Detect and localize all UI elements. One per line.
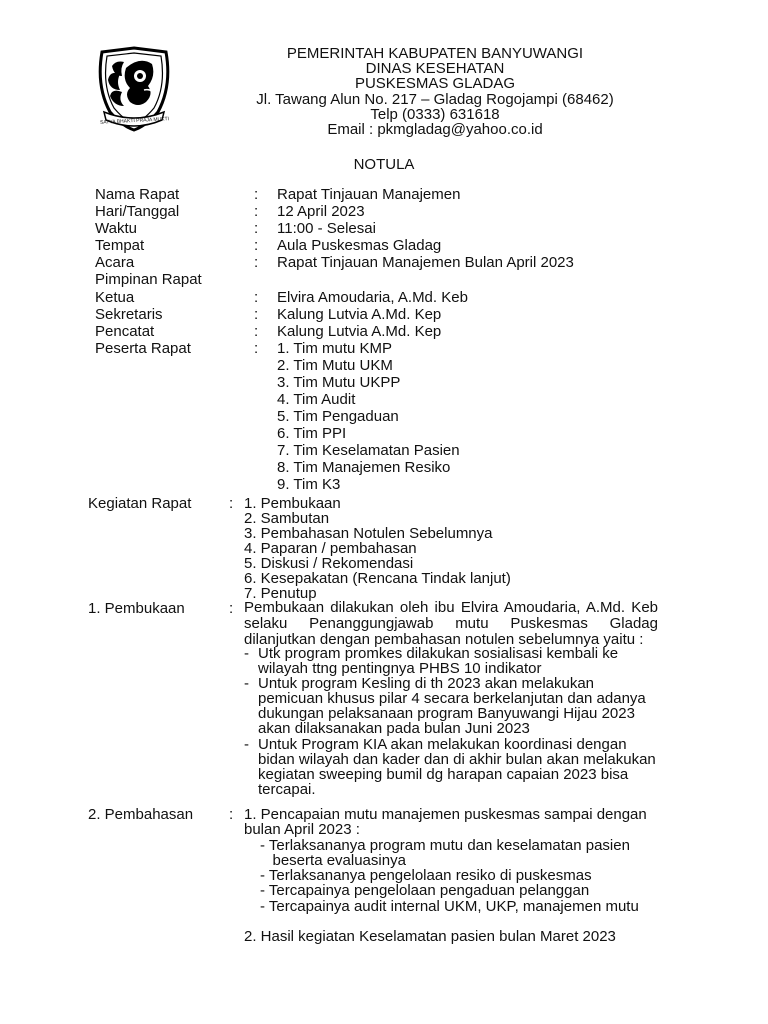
bullet-line: Untuk program Kesling di th 2023 akan melakukan [258, 675, 595, 692]
sub-item: beserta evaluasinya [260, 852, 406, 869]
section-label: 2. Pembahasan [88, 806, 194, 823]
list-item: 1. Pencapaian mutu manajemen puskesmas sampai dengan [244, 806, 647, 823]
list-item: 5. Tim Pengaduan [277, 408, 399, 425]
list-item: 2. Sambutan [244, 510, 330, 527]
bullet-line: kegiatan sweeping bumil dg harapan capaian 2023 bisa [258, 766, 629, 783]
meta-label: Peserta Rapat [95, 340, 191, 357]
list-item: 4. Tim Audit [277, 391, 356, 408]
meta-colon: : [254, 323, 259, 340]
bullet-line: pemicuan khusus pilar 4 secara berkelanjutan dan adanya [258, 690, 646, 707]
list-item: 9. Tim K3 [277, 476, 341, 493]
meta-colon: : [254, 340, 259, 357]
list-item: 1. Tim mutu KMP [277, 340, 393, 357]
meta-value: Kalung Lutvia A.Md. Kep [277, 306, 442, 323]
bullet-dash: - [244, 675, 249, 692]
bullet-line: Utk program promkes dilakukan sosialisasi kembali ke [258, 645, 619, 662]
header-institution-1: PEMERINTAH KABUPATEN BANYUWANGI [286, 45, 584, 62]
meta-value: Kalung Lutvia A.Md. Kep [277, 323, 442, 340]
meta-value: Rapat Tinjauan Manajemen [277, 186, 461, 203]
header-institution-2: DINAS KESEHATAN [365, 60, 505, 77]
logo-motto: SATYA BHAKTI PRAJA MUKTI [99, 116, 170, 126]
section-label: 1. Pembukaan [88, 600, 185, 617]
sub-item: - Terlaksananya pengelolaan resiko di puskesmas [260, 867, 592, 884]
meta-label: Waktu [95, 220, 137, 237]
meta-value: Aula Puskesmas Gladag [277, 237, 442, 254]
meta-label: Tempat [95, 237, 145, 254]
paragraph-line: selaku Penanggungjawab mutu Puskesmas Gladag [244, 615, 658, 632]
list-item: 6. Kesepakatan (Rencana Tindak lanjut) [244, 570, 511, 587]
list-item: 3. Tim Mutu UKPP [277, 374, 401, 391]
list-item: 7. Tim Keselamatan Pasien [277, 442, 460, 459]
meta-label: Ketua [95, 289, 135, 306]
list-item: 6. Tim PPI [277, 425, 347, 442]
bullet-line: akan dilaksanakan pada bulan Juni 2023 [258, 720, 530, 737]
section-label: Kegiatan Rapat [88, 495, 192, 512]
meta-colon: : [254, 237, 259, 254]
meta-colon: : [254, 220, 259, 237]
meta-value: 11:00 - Selesai [277, 220, 376, 237]
list-item: 2. Tim Mutu UKM [277, 357, 393, 374]
list-item: 5. Diskusi / Rekomendasi [244, 555, 414, 572]
header-phone: Telp (0333) 631618 [370, 106, 500, 123]
sub-item: - Tercapainya pengelolaan pengaduan pelanggan [260, 882, 590, 899]
meta-value: 12 April 2023 [277, 203, 365, 220]
meta-colon: : [254, 203, 259, 220]
list-item: 2. Hasil kegiatan Keselamatan pasien bulan Maret 2023 [244, 928, 616, 945]
meta-label: Pimpinan Rapat [95, 271, 202, 288]
header-address: Jl. Tawang Alun No. 217 – Gladag Rogojampi (68462) [256, 91, 614, 108]
document-title: NOTULA [353, 156, 415, 173]
section-colon: : [229, 495, 234, 512]
meta-label: Sekretaris [95, 306, 163, 323]
list-item: bulan April 2023 : [244, 821, 360, 838]
bullet-line: wilayah ttng pentingnya PHBS 10 indikator [258, 660, 542, 677]
sub-item: - Terlaksananya program mutu dan keselamatan pasien [260, 837, 630, 854]
paragraph-line: dilanjutkan dengan pembahasan notulen sebelumnya yaitu : [244, 631, 644, 648]
paragraph-line: Pembukaan dilakukan oleh ibu Elvira Amoudaria, A.Md. Keb [244, 599, 658, 616]
meta-value: Elvira Amoudaria, A.Md. Keb [277, 289, 468, 306]
bullet-dash: - [244, 645, 249, 662]
list-item: 7. Penutup [244, 585, 317, 602]
meta-label: Pencatat [95, 323, 155, 340]
bullet-line: tercapai. [258, 781, 316, 798]
list-item: 3. Pembahasan Notulen Sebelumnya [244, 525, 493, 542]
header-institution-3: PUSKESMAS GLADAG [354, 75, 516, 92]
sub-item: - Tercapainya audit internal UKM, UKP, manajemen mutu [260, 898, 639, 915]
list-item: 4. Paparan / pembahasan [244, 540, 417, 557]
bullet-dash: - [244, 736, 249, 753]
meta-colon: : [254, 254, 259, 271]
meta-value: Rapat Tinjauan Manajemen Bulan April 2023 [277, 254, 574, 271]
meta-colon: : [254, 289, 259, 306]
meta-label: Nama Rapat [95, 186, 180, 203]
section-colon: : [229, 806, 234, 823]
meta-label: Hari/Tanggal [95, 203, 180, 220]
section-colon: : [229, 600, 234, 617]
header-email: Email : pkmgladag@yahoo.co.id [327, 121, 543, 138]
bullet-line: Untuk Program KIA akan melakukan koordinasi dengan [258, 736, 627, 753]
meta-label: Acara [95, 254, 135, 271]
meta-colon: : [254, 186, 259, 203]
meta-colon: : [254, 306, 259, 323]
list-item: 1. Pembukaan [244, 495, 341, 512]
bullet-line: bidan wilayah dan kader dan di akhir bulan akan melakukan [258, 751, 656, 768]
bullet-line: dukungan pelaksanaan program Banyuwangi Hijau 2023 [258, 705, 635, 722]
list-item: 8. Tim Manajemen Resiko [277, 459, 451, 476]
